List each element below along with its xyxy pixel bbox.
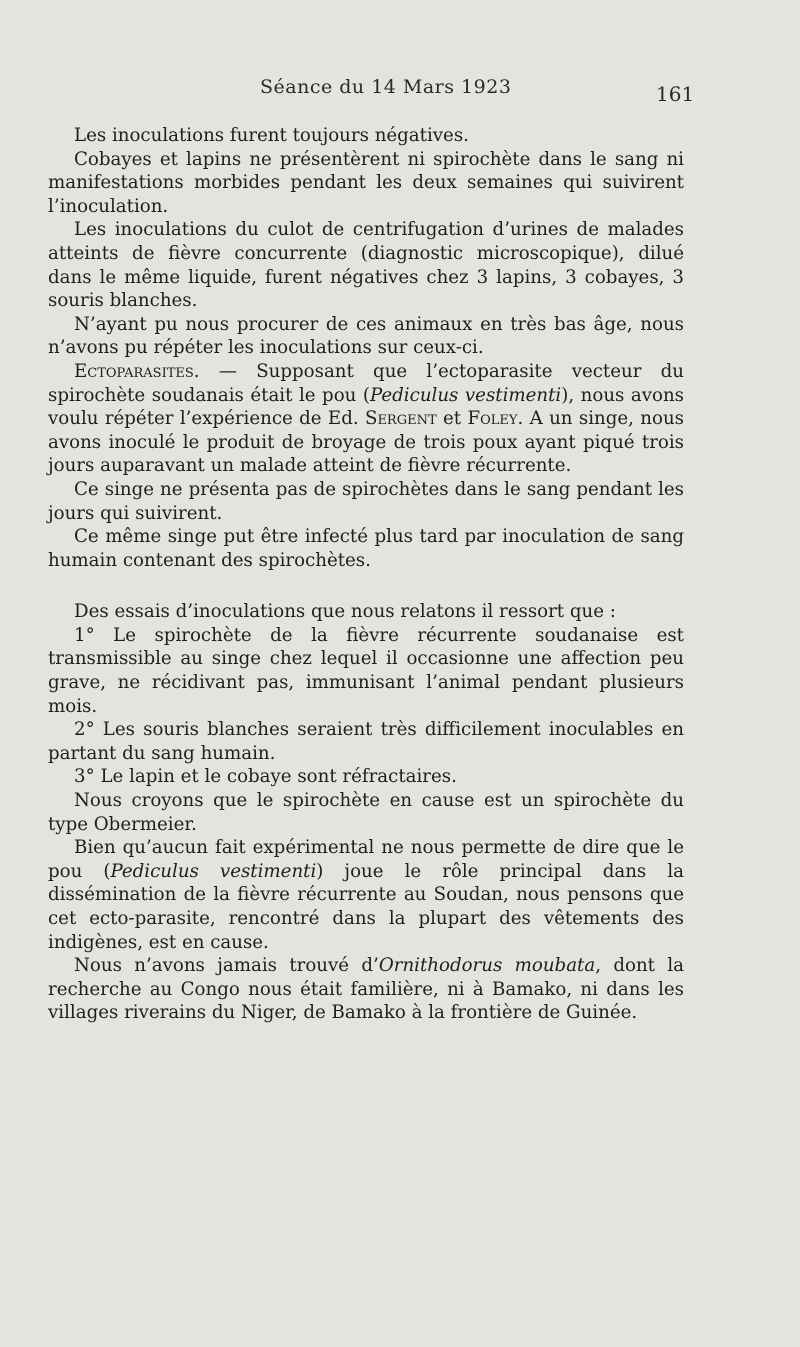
conclusion-3: 3° Le lapin et le cobaye sont réfractaires. <box>74 766 457 788</box>
text-run: et <box>436 408 468 430</box>
species-name: Ornithodorus moubata <box>378 955 596 977</box>
text-run: . A un singe, nous avons inoculé le produit de broyage de trois poux ayant piqué trois jours auparavant un malade atteint de fièvre récurrente. <box>48 408 684 477</box>
running-header: Séance du 14 Mars 1923 <box>260 76 512 98</box>
body-text <box>48 124 684 1025</box>
paragraph-6: Ce singe ne présenta pas de spirochètes dans le sang pendant les jours qui suivirent. <box>48 478 684 524</box>
paragraph-4: N’ayant pu nous procurer de ces animaux en très bas âge, nous n’avons pu répéter les inoculations sur ceux-ci. <box>48 313 684 359</box>
paragraph-14 <box>48 954 684 1025</box>
paragraph-5 <box>48 360 684 478</box>
text-run: — Supposant que l’ectoparasite vecteur du spirochète soudanais était le pou ( <box>48 360 684 406</box>
paragraph-2: Cobayes et lapins ne présentèrent ni spirochète dans le sang ni manifestations morbides pendant les deux semaines qui suivirent l’inoculation. <box>48 148 684 217</box>
section-lead: Ectoparasites. <box>74 360 200 382</box>
author-name: Sergent <box>364 408 437 430</box>
species-name: Pediculus vestimenti <box>369 384 562 406</box>
text-run: ), nous avons voulu répéter l’expérience de Ed. <box>48 384 685 430</box>
page-number: 161 <box>656 82 695 106</box>
text-run: , dont la recherche au Congo nous était familière, ni à Bamako, ni dans les villages riverains du Niger, de Bamako à la frontière de Guinée. <box>48 955 684 1024</box>
paragraph-7: Ce même singe put être infecté plus tard par inoculation de sang humain contenant des spirochètes. <box>48 526 684 571</box>
paragraph-3: Les inoculations du culot de centrifugation d’urines de malades atteints de fièvre concurrente (diagnostic microscopique), dilué dans le même liquide, furent négatives chez 3 lapins, 3 cobayes, 3 souris blanches. <box>48 219 684 312</box>
paragraph-1: Les inoculations furent toujours négatives. <box>74 125 469 146</box>
text-run: Bien qu’aucun fait expérimental ne nous permette de dire que le pou ( <box>48 837 684 882</box>
conclusion-1: 1° Le spirochète de la fièvre récurrente soudanaise est transmissible au singe chez lequel il occasionne une affection peu grave, ne récidivant pas, immunisant l’animal pendant plusieurs mois. <box>48 624 684 717</box>
conclusion-2: 2° Les souris blanches seraient très difficilement inoculables en partant du sang humain. <box>48 719 684 764</box>
text-run: ) joue le rôle principal dans la dissémination de la fièvre récurrente au Soudan, nous pensons que cet ecto-parasite, rencontré dans la plupart des vêtements des indigènes, est en cause. <box>48 860 684 953</box>
paragraph-12: Nous croyons que le spirochète en cause est un spirochète du type Obermeier. <box>48 790 684 835</box>
author-name: Foley <box>467 408 518 430</box>
species-name: Pediculus vestimenti <box>110 860 317 882</box>
paragraph-8: Des essais d’inoculations que nous relatons il ressort que : <box>74 601 616 623</box>
text-run: Nous n’avons jamais trouvé d’ <box>74 955 379 977</box>
paragraph-13 <box>48 836 684 954</box>
